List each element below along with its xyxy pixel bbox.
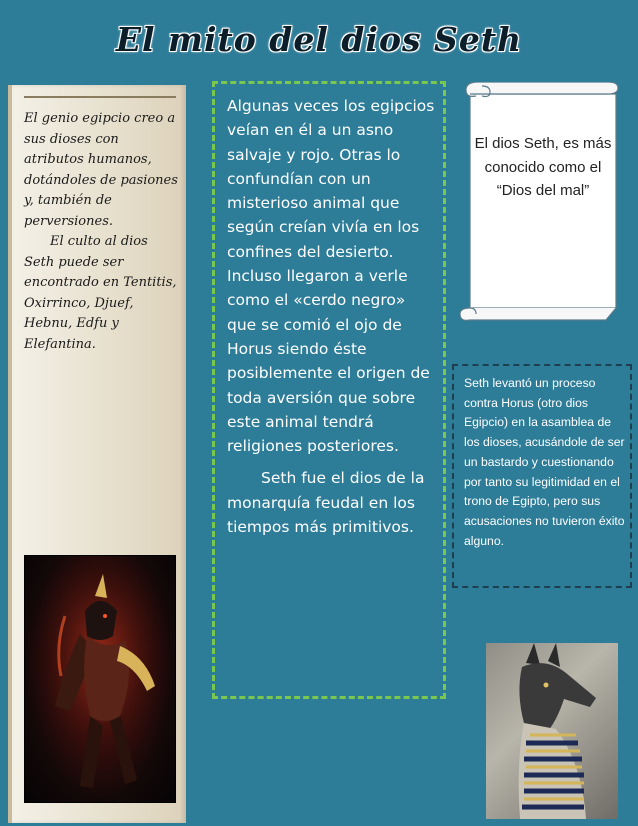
page-title: El mito del dios Seth xyxy=(115,20,523,59)
seth-warrior-illustration xyxy=(25,556,175,802)
anubis-statue-image xyxy=(486,643,618,819)
sidebar-paragraph-2: El culto al dios Seth puede ser encontrado en Tentitis, Oxirrinco, Djuef, Hebnu, Edfu y Elefantina. xyxy=(24,234,177,352)
main-paragraph-1: Algunas veces los egipcios veían en él a un asno salvaje y rojo. Otras lo confundían con un misterioso animal que según creían vivía en los confines del desierto. Incluso llegaron a verle como el «cerdo negro» que se comió el ojo de Horus siendo éste posiblemente el origen de toda aversión que sobre este animal tendrá religiones posteriores. xyxy=(227,97,435,456)
side-note-text: Seth levantó un proceso contra Horus (otro dios Egipcio) en la asamblea de los dioses, acusándole de ser un bastardo y cuestionando por tanto su legitimidad en el trono de Egipto, pero sus acusaciones no tuvieron éxito alguno. xyxy=(464,376,625,548)
sidebar-text xyxy=(24,109,178,355)
sidebar-panel xyxy=(8,85,186,823)
anubis-statue-illustration xyxy=(486,643,618,819)
main-article-text xyxy=(227,94,435,539)
sidebar-paragraph-1: El genio egipcio creo a sus dioses con atributos humanos, dotándoles de pasiones y, también de perversiones. xyxy=(24,111,178,229)
seth-warrior-image xyxy=(24,555,176,803)
main-article-box xyxy=(212,81,446,699)
scroll-quote-text: El dios Seth, es más conocido como el “Dios del mal” xyxy=(474,135,612,199)
side-note-box xyxy=(452,364,632,588)
main-paragraph-2: Seth fue el dios de la monarquía feudal en los tiempos más primitivos. xyxy=(227,469,425,537)
sidebar-divider xyxy=(24,96,176,98)
quote-scroll xyxy=(456,82,626,322)
